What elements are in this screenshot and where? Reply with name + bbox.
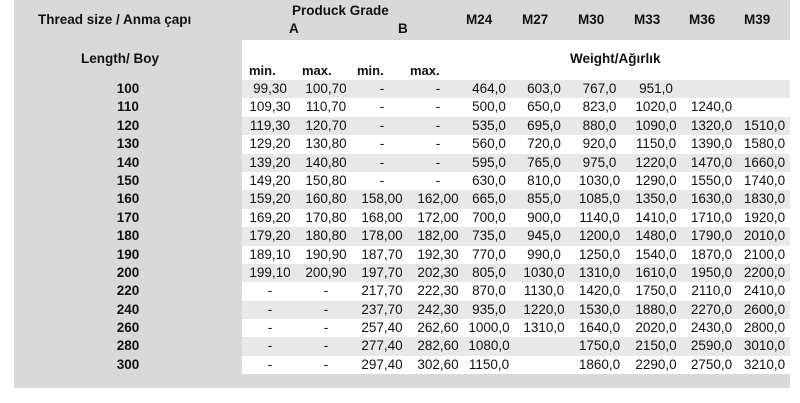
- grade-b-min-cell: 178,00: [361, 228, 403, 244]
- weight-m27-cell: 720,0: [527, 136, 561, 152]
- weight-m24-cell: 1150,0: [468, 356, 510, 372]
- grade-b-max-cell: 202,30: [417, 264, 459, 280]
- weight-m33-cell: 951,0: [639, 81, 673, 96]
- grade-a-max-cell: 170,80: [305, 209, 347, 225]
- size-header-m36: M36: [689, 12, 716, 27]
- grade-b-min-label: min.: [357, 63, 384, 78]
- grade-a-min-label: min.: [249, 63, 276, 78]
- length-cell: 200: [14, 264, 242, 282]
- grade-a-max-cell: 150,80: [305, 172, 347, 188]
- weight-m24-cell: 735,0: [472, 228, 506, 244]
- weight-m36-cell: 1870,0: [690, 246, 733, 262]
- grade-a-max-cell: 180,80: [305, 228, 347, 244]
- grade-b-min-cell: 168,00: [361, 209, 403, 225]
- weight-m30-cell: 1140,0: [579, 209, 620, 225]
- weight-m27-cell: 810,0: [527, 172, 561, 188]
- weight-header: Weight/Ağırlık: [570, 51, 661, 66]
- weight-m39-cell: [737, 98, 792, 116]
- length-cell: 180: [14, 227, 242, 245]
- grade-b-min-cell: 158,00: [361, 191, 403, 207]
- grade-a-min-cell: 129,20: [249, 136, 291, 152]
- weight-m36-cell: 1550,0: [690, 172, 733, 188]
- grade-a-max-cell: 140,80: [305, 154, 347, 170]
- weight-m39-cell: 2600,0: [743, 301, 786, 317]
- weight-m39-cell: 1920,0: [743, 209, 786, 225]
- weight-m33-cell: 1480,0: [635, 228, 677, 244]
- grade-b-min-cell: 257,40: [361, 320, 403, 336]
- grade-b-max-cell: -: [435, 172, 441, 188]
- grade-b-min-cell: -: [379, 154, 385, 170]
- weight-m39-cell: 3010,0: [743, 338, 786, 354]
- grade-a-min-cell: 169,20: [249, 209, 291, 225]
- weight-m33-cell: 1150,0: [635, 136, 677, 152]
- table-row: [14, 227, 790, 245]
- weight-m27-cell: 855,0: [527, 191, 561, 207]
- weight-m27-cell: 1030,0: [523, 264, 565, 280]
- table-row: [14, 154, 790, 172]
- weight-m30-cell: 1030,0: [578, 172, 621, 188]
- length-cell: 130: [14, 135, 242, 153]
- weight-m30-cell: 880,0: [582, 117, 617, 133]
- weight-m36-cell: 1950,0: [690, 264, 733, 280]
- grade-b-min-cell: 197,70: [361, 264, 403, 280]
- weight-m33-cell: 2020,0: [635, 320, 677, 336]
- grade-b-max-cell: 222,30: [417, 283, 459, 299]
- grade-b-max-cell: -: [435, 136, 441, 152]
- weight-m30-cell: 1750,0: [578, 338, 621, 354]
- grade-a-max-cell: -: [323, 283, 329, 299]
- data-rows: [14, 80, 790, 374]
- length-cell: 100: [14, 80, 242, 98]
- weight-m24-cell: 500,0: [472, 99, 506, 115]
- weight-m39-cell: 2410,0: [743, 283, 786, 299]
- table-row: [14, 135, 790, 153]
- grade-a-min-cell: 119,30: [249, 117, 291, 133]
- grade-b-max-label: max.: [410, 63, 440, 78]
- grade-a-max-cell: 200,90: [305, 264, 347, 280]
- weight-m24-cell: 1000,0: [468, 320, 510, 336]
- weight-m36-cell: 2270,0: [690, 301, 733, 317]
- grade-b-min-cell: -: [379, 172, 385, 188]
- weight-m36-cell: [682, 80, 741, 98]
- weight-m27-cell: 990,0: [527, 246, 561, 262]
- weight-m36-cell: 1790,0: [690, 228, 733, 244]
- grade-b-min-cell: -: [379, 136, 385, 152]
- weight-m33-cell: 1540,0: [635, 246, 677, 262]
- grade-a-label: A: [289, 21, 299, 36]
- weight-m27-cell: [516, 337, 572, 355]
- weight-m30-cell: 1200,0: [578, 228, 621, 244]
- weight-m33-cell: 1020,0: [635, 99, 677, 115]
- grade-a-max-cell: -: [323, 338, 329, 354]
- weight-m24-cell: 595,0: [472, 154, 506, 170]
- weight-m30-cell: 823,0: [582, 99, 617, 115]
- grade-b-min-cell: 297,40: [361, 356, 403, 372]
- grade-a-min-cell: -: [267, 283, 273, 299]
- grade-a-min-cell: 109,30: [249, 99, 291, 115]
- grade-a-max-cell: -: [323, 356, 329, 372]
- weight-m33-cell: 2290,0: [635, 356, 677, 372]
- grade-b-max-cell: -: [435, 117, 441, 133]
- weight-m30-cell: 1530,0: [578, 301, 621, 317]
- grade-a-max-label: max.: [302, 63, 332, 78]
- length-cell: 150: [14, 172, 242, 190]
- grade-a-min-cell: 139,20: [249, 154, 291, 170]
- grade-b-max-cell: 162,00: [417, 191, 459, 207]
- weight-m39-cell: 1510,0: [743, 117, 786, 133]
- weight-m30-cell: 1310,0: [578, 264, 621, 280]
- weight-m39-cell: 1740,0: [743, 172, 786, 188]
- weight-m30-cell: 920,0: [582, 136, 617, 152]
- grade-b-min-cell: -: [379, 117, 385, 133]
- weight-m24-cell: 630,0: [472, 172, 506, 188]
- length-cell: 240: [14, 301, 242, 319]
- weight-m33-cell: 1090,0: [635, 117, 677, 133]
- table-row: [14, 117, 790, 135]
- grade-b-min-cell: 217,70: [361, 283, 403, 299]
- weight-m33-cell: 1220,0: [635, 154, 677, 170]
- grade-a-max-cell: 120,70: [305, 117, 347, 133]
- grade-b-min-cell: -: [379, 81, 385, 96]
- weight-m30-cell: 1085,0: [578, 191, 621, 207]
- grade-b-max-cell: 282,60: [417, 338, 459, 354]
- weight-m24-cell: 700,0: [472, 209, 506, 225]
- table-row: [14, 337, 790, 355]
- grade-a-min-cell: -: [267, 301, 273, 317]
- table-row: [14, 80, 790, 98]
- weight-m36-cell: 2110,0: [691, 283, 732, 299]
- size-header-m33: M33: [634, 12, 661, 27]
- grade-header: Produck Grade: [292, 3, 389, 18]
- table-row: [14, 209, 790, 227]
- grade-a-min-cell: -: [267, 356, 273, 372]
- weight-m24-cell: 805,0: [472, 264, 506, 280]
- weight-m36-cell: 1320,0: [690, 117, 733, 133]
- weight-m36-cell: 1710,0: [690, 209, 733, 225]
- weight-m30-cell: 1860,0: [578, 356, 621, 372]
- grade-b-label: B: [398, 21, 408, 36]
- weight-m36-cell: 2750,0: [690, 356, 733, 372]
- weight-m39-cell: [737, 80, 792, 98]
- weight-m24-cell: 665,0: [472, 191, 506, 207]
- weight-m24-cell: 560,0: [472, 136, 506, 152]
- weight-m24-cell: 464,0: [472, 81, 506, 96]
- length-cell: 140: [14, 154, 242, 172]
- weight-m27-cell: 1310,0: [523, 320, 565, 336]
- weight-m36-cell: 1470,0: [690, 154, 733, 170]
- length-cell: 260: [14, 319, 242, 337]
- grade-b-max-cell: 192,30: [417, 246, 459, 262]
- size-header-m30: M30: [578, 12, 605, 27]
- weight-m33-cell: 1880,0: [635, 301, 677, 317]
- weight-m36-cell: 2430,0: [690, 320, 733, 336]
- grade-b-max-cell: 262,60: [417, 320, 459, 336]
- grade-a-min-cell: 199,10: [249, 264, 291, 280]
- length-cell: 190: [14, 246, 242, 264]
- size-header-m27: M27: [522, 12, 549, 27]
- weight-m30-cell: 975,0: [582, 154, 617, 170]
- weight-m33-cell: 1610,0: [635, 264, 677, 280]
- grade-b-min-cell: -: [379, 99, 385, 115]
- grade-a-max-cell: 130,80: [305, 136, 347, 152]
- grade-a-min-cell: 179,20: [249, 228, 291, 244]
- table-row: [14, 264, 790, 282]
- length-header: Length/ Boy: [81, 51, 159, 66]
- length-cell: 280: [14, 337, 242, 355]
- grade-a-max-cell: -: [323, 301, 329, 317]
- length-cell: 170: [14, 209, 242, 227]
- weight-m27-cell: 945,0: [527, 228, 561, 244]
- grade-b-max-cell: 182,00: [417, 228, 459, 244]
- length-cell: 110: [14, 98, 242, 116]
- length-cell: 300: [14, 356, 242, 374]
- grade-b-min-cell: 237,70: [361, 301, 403, 317]
- weight-m24-cell: 1080,0: [468, 338, 510, 354]
- length-cell: 120: [14, 117, 242, 135]
- grade-a-min-cell: 189,10: [249, 246, 291, 262]
- weight-m27-cell: 1130,0: [523, 283, 565, 299]
- length-cell: 220: [14, 282, 242, 300]
- size-header-m39: M39: [744, 12, 771, 27]
- grade-b-max-cell: 302,60: [417, 356, 459, 372]
- weight-m30-cell: 1250,0: [578, 246, 621, 262]
- weight-m36-cell: 1240,0: [690, 99, 733, 115]
- weight-m39-cell: 3210,0: [743, 356, 786, 372]
- weight-m27-cell: 765,0: [527, 154, 561, 170]
- weight-m24-cell: 870,0: [472, 283, 506, 299]
- weight-m33-cell: 1290,0: [635, 172, 677, 188]
- weight-m36-cell: 1630,0: [690, 191, 733, 207]
- weight-m30-cell: 767,0: [582, 81, 617, 96]
- table-row: [14, 172, 790, 190]
- grade-a-max-cell: 160,80: [305, 191, 347, 207]
- weight-m39-cell: 1660,0: [743, 154, 786, 170]
- weight-m33-cell: 1750,0: [635, 283, 677, 299]
- grade-b-max-cell: -: [435, 99, 441, 115]
- table-row: [14, 319, 790, 337]
- grade-b-min-cell: 187,70: [361, 246, 403, 262]
- weight-m39-cell: 2010,0: [743, 228, 786, 244]
- grade-a-min-cell: 159,20: [249, 191, 291, 207]
- weight-m27-cell: 650,0: [527, 99, 561, 115]
- table-row: [14, 98, 790, 116]
- weight-m33-cell: 2150,0: [635, 338, 677, 354]
- weight-m24-cell: 535,0: [472, 117, 506, 133]
- weight-m39-cell: 2200,0: [743, 264, 786, 280]
- grade-b-max-cell: -: [435, 81, 441, 96]
- weight-m39-cell: 1580,0: [743, 136, 786, 152]
- table-row: [14, 246, 790, 264]
- grade-b-min-cell: 277,40: [361, 338, 403, 354]
- table-row: [14, 356, 790, 374]
- weight-m27-cell: 1220,0: [523, 301, 565, 317]
- grade-a-min-cell: 99,30: [253, 81, 287, 96]
- grade-a-max-cell: 100,70: [305, 81, 347, 96]
- weight-m27-cell: [516, 356, 572, 374]
- weight-m24-cell: 935,0: [472, 301, 506, 317]
- weight-m36-cell: 1390,0: [690, 136, 733, 152]
- weight-m30-cell: 1640,0: [578, 320, 621, 336]
- grade-a-max-cell: 110,70: [305, 99, 347, 115]
- size-header-m24: M24: [466, 12, 493, 27]
- weight-m27-cell: 695,0: [527, 117, 561, 133]
- grade-a-max-cell: 190,90: [305, 246, 347, 262]
- weight-m30-cell: 1420,0: [578, 283, 621, 299]
- table-row: [14, 282, 790, 300]
- grade-b-max-cell: -: [435, 154, 441, 170]
- weight-m39-cell: 1830,0: [743, 191, 786, 207]
- grade-a-min-cell: -: [267, 338, 273, 354]
- grade-a-min-cell: -: [267, 320, 273, 336]
- grade-b-max-cell: 242,30: [417, 301, 459, 317]
- weight-m27-cell: 603,0: [527, 81, 561, 96]
- grade-a-min-cell: 149,20: [249, 172, 291, 188]
- grade-b-max-cell: 172,00: [417, 209, 459, 225]
- table-row: [14, 190, 790, 208]
- weight-m39-cell: 2100,0: [743, 246, 786, 262]
- grade-a-max-cell: -: [323, 320, 329, 336]
- weight-m36-cell: 2590,0: [690, 338, 733, 354]
- weight-m27-cell: 900,0: [527, 209, 561, 225]
- table-row: [14, 301, 790, 319]
- length-cell: 160: [14, 190, 242, 208]
- weight-m39-cell: 2800,0: [743, 320, 786, 336]
- weight-m33-cell: 1410,0: [635, 209, 677, 225]
- thread-size-header: Thread size / Anma çapı: [38, 12, 192, 27]
- weight-m24-cell: 770,0: [472, 246, 506, 262]
- weight-m33-cell: 1350,0: [635, 191, 677, 207]
